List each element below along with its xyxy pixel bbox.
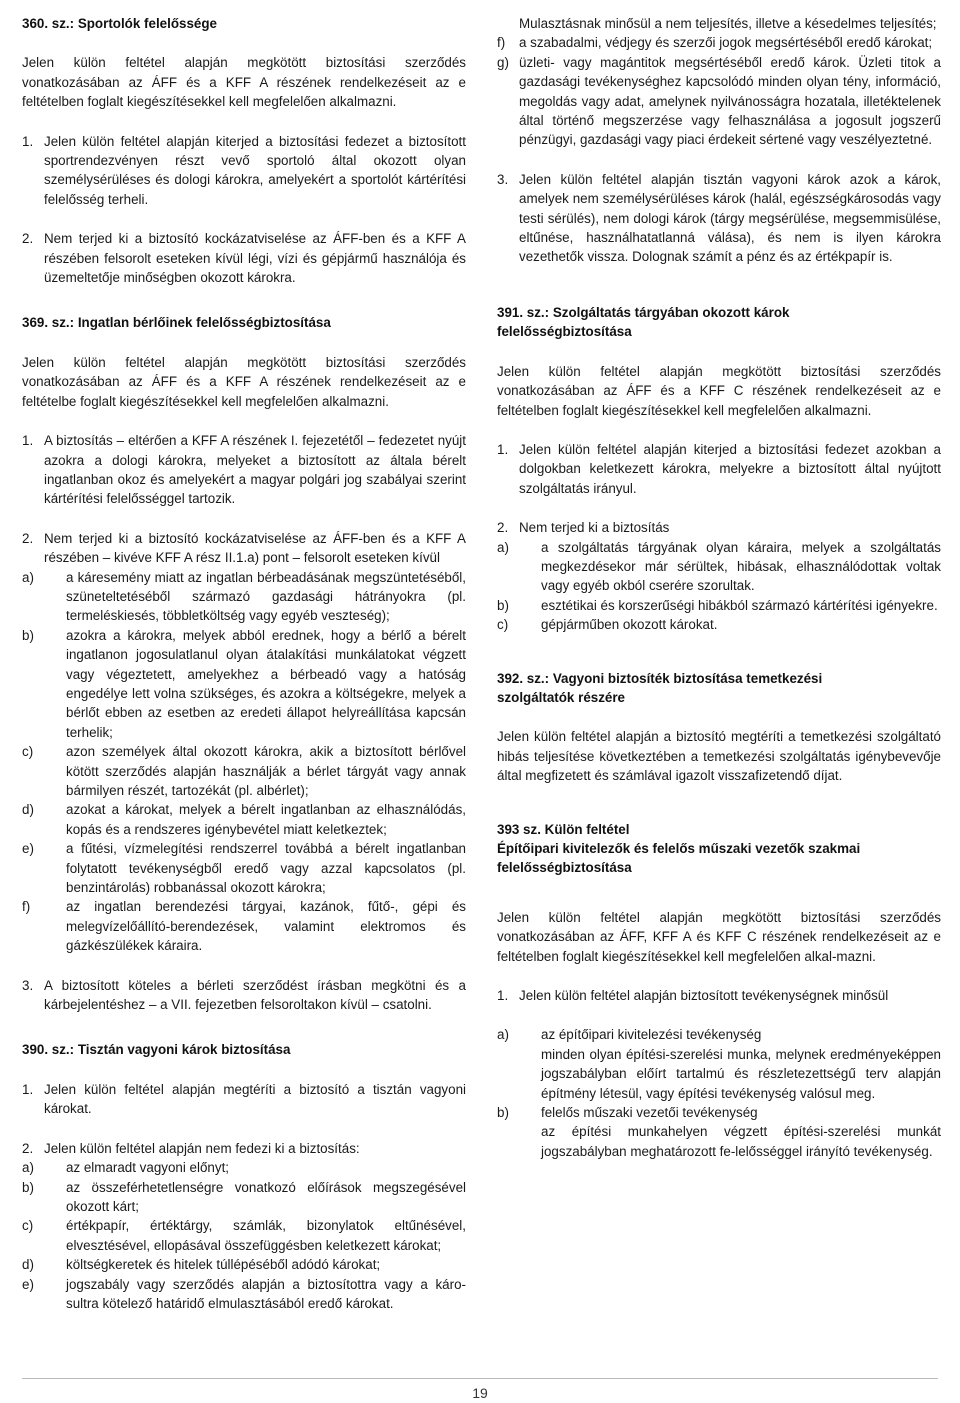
- page-number: 19: [472, 1385, 488, 1401]
- section-391-item-1: 1. Jelen külön feltétel alapján kiterjed a biztosítási fedezet azokban a dolgokban keletkezett károkra, melyekre a biztosított által nyújtott szolgáltatás irányul.: [497, 441, 941, 496]
- right-column: [497, 14, 941, 1161]
- section-393-sub-a-heading: az építőipari kivitelezési tevékenység: [541, 1027, 762, 1043]
- section-title-393-line1: 393 sz. Külön feltétel: [497, 821, 630, 837]
- section-390-sub-c: c) értékpapír, értéktárgy, számlák, bizonylatok eltűnésével, elvesztésével, ellopásával összefüggésben keletkezett károkat;: [22, 1218, 466, 1253]
- section-393-sub-a: a) az építőipari kivitelezési tevékenység minden olyan építési-szerelési munka, melynek eredményeképpen jogszabályban előírt tartalmú és részletezettségű terv alapján építmény létesül, vagy építési tevékenység valósul meg.: [497, 1027, 941, 1101]
- section-390-sub-e: e) jogszabály vagy szerződés alapján a biztosítottra vagy a káro-sultra kötelező határidő elmulasztásából eredő károkat.: [22, 1276, 466, 1311]
- section-title-393-line2: Építőipari kivitelezők és felelős műszaki vezetők szakmai: [497, 841, 861, 856]
- section-369-sub-b: b) azokra a károkra, melyek abból erednek, hogy a bérlő a bérelt ingatlanon jogosulatlanul olyan átalakítási munkálatokat végzett vagy végeztetett, amelyekhez a bérbeadó vagy a hatóság engedélye lett volna szükséges, és azokra a költségekre, melyek a bérlőt ebben az esetben az eredeti állapot helyreállítása kapcsán terhelik;: [22, 627, 466, 740]
- section-391-item-2: 2. Nem terjed ki a biztosítás: [497, 520, 670, 536]
- section-391-sub-a: a) a szolgáltatás tárgyának olyan káraira, melyek a szolgáltatás megkezdésekor már sérültek, hibásak, elhasználódottak voltak vagy egyéb okból cserére szorultak.: [497, 539, 941, 594]
- section-title-391-line2: felelősségbiztosítása: [497, 324, 632, 340]
- section-360-item-2: 2. Nem terjed ki a biztosító kockázatviselése az ÁFF-ben és a KFF A részében felsorolt eseteken kívül légi, vízi és gépjármű használója és üzemeltetője minőségben okozott károkra.: [22, 231, 466, 286]
- section-369-sub-c: c) azon személyek által okozott károkra, akik a biztosított bérlővel kötött szerződés alapján használják a bérlet tárgyát vagy annak bármilyen részét, tartozékát (pl. albérlet);: [22, 744, 466, 798]
- section-393-item-1: 1. Jelen külön feltétel alapján biztosított tevékenységnek minősül: [497, 988, 889, 1004]
- section-391-sub-b: b) esztétikai és korszerűségi hibákból származó kártérítési igényekre.: [497, 597, 938, 613]
- section-360-intro: Jelen külön feltétel alapján megkötött biztosítási szerződés vonatkozásában az ÁFF és a KFF A részének rendelkezéseit az e feltételben foglalt kiegészítésekkel kell megfelelően alkalmazni.: [22, 55, 466, 110]
- section-369-intro: Jelen külön feltétel alapján megkötött biztosítási szerződés vonatkozásában az ÁFF és a KFF A részének rendelkezéseit az e feltételbe foglalt kiegészítésekkel kell megfelelően alkalmazni.: [22, 354, 466, 409]
- section-392-text: Jelen külön feltétel alapján a biztosító megtéríti a temetkezési szolgáltató hibás teljesítése következtében a temetkezési szolgáltatás igénybevevője által megfizetett és számlával igazolt visszafizetendő díjat.: [497, 729, 941, 784]
- section-390-item-1: 1. Jelen külön feltétel alapján megtéríti a biztosító a tisztán vagyoni károkat.: [22, 1081, 466, 1117]
- section-390-item-3: 3. Jelen külön feltétel alapján tisztán vagyoni károk azok a károk, amelyek nem személysérüléses károk (halál, egészségkárosodás vagy testi sérülés), nem dologi károk (tárgy megsérülése, megsemmisülése, eltűnése, használhatatlanná válása), és nem is ilyen károkra vezethetők vissza. Dolognak számít a pénz és az értékpapír is.: [497, 171, 941, 265]
- section-390-sub-a: a) az elmaradt vagyoni előnyt;: [22, 1160, 230, 1176]
- section-390-sub-g: g) üzleti- vagy magántitok megsértéséből eredő károk. Üzleti titok a gazdasági tevékenységhez kapcsolódó minden olyan tény, információ, megoldás vagy adat, amelynek nyilvánosságra hozatala, illetéktelenek által történő megszerzése vagy felhasználása a jogosult jogszerű pénzügyi, gazdasági vagy piaci érdekeit sértené vagy veszélyeztetné.: [497, 54, 941, 148]
- section-393-sub-b: b) felelős műszaki vezetői tevékenység az építési munkahelyen végzett építési-szerelési munkát jogszabályban meghatározott fe-lelősséggel irányító tevékenység.: [497, 1105, 941, 1159]
- section-393-sub-b-heading: felelős műszaki vezetői tevékenység: [541, 1105, 758, 1121]
- section-390-continuation: Mulasztásnak minősül a nem teljesítés, illetve a késedelmes teljesítés;: [519, 16, 937, 31]
- section-title-360: 360. sz.: Sportolók felelőssége: [22, 16, 217, 31]
- section-title-369: 369. sz.: Ingatlan bérlőinek felelősségbiztosítása: [22, 315, 331, 331]
- section-393-sub-a-text: minden olyan építési-szerelési munka, melynek eredményeképpen jogszabályban előírt tartalmú és részletezettségű terv alapján építmény létesül, vagy építési tevékenység valósul meg.: [541, 1046, 941, 1101]
- section-390-sub-f: f) a szabadalmi, védjegy és szerzői jogok megsértéséből eredő károkat;: [497, 35, 933, 51]
- section-391-sub-c: c) gépjárműben okozott károkat.: [497, 617, 718, 633]
- section-369-sub-e: e) a fűtési, vízmelegítési rendszerrel továbbá a bérelt ingatlanban folytatott tevékenységből eredő vagy azzal kapcsolatos (pl. benzintárolás) robbanással okozott károkra;: [22, 841, 466, 896]
- section-393-sub-b-text: az építési munkahelyen végzett építési-szerelési munkát jogszabályban meghatározott fe-lelősséggel irányító tevékenység.: [541, 1124, 941, 1159]
- section-391-intro: Jelen külön feltétel alapján megkötött biztosítási szerződés vonatkozásában az ÁFF és a KFF C részének rendelkezéseit az e feltételben foglalt kiegészítésekkel kell megfelelően alkalmazni.: [497, 363, 941, 418]
- section-390-sub-b: b) az összeférhetetlenségre vonatkozó előírások megszegésével okozott kárt;: [22, 1179, 466, 1214]
- section-393-intro: Jelen külön feltétel alapján megkötött biztosítási szerződés vonatkozásában az ÁFF, KFF A és KFF C részének rendelkezéseit az e feltételben foglalt kiegészítésekkel kell megfelelően alkal-mazni.: [497, 909, 941, 964]
- section-369-sub-d: d) azokat a károkat, melyek a bérelt ingatlanban az elhasználódás, kopás és a rendszeres igénybevétel miatt keletkeztek;: [22, 802, 466, 837]
- section-369-item-3: 3. A biztosított köteles a bérleti szerződést írásban megkötni és a kárbejelentéshez – a VII. fejezetben felsoroltakon kívül – csatolni.: [22, 977, 466, 1013]
- section-369-sub-f: f) az ingatlan berendezési tárgyai, kazánok, fűtő-, gépi és melegvízelőállító-berendezések, valamint elektromos és gázkészülékek káraira.: [22, 899, 466, 954]
- left-column: [22, 14, 466, 1313]
- section-title-390: 390. sz.: Tisztán vagyoni károk biztosítása: [22, 1042, 291, 1058]
- section-360-item-1: 1. Jelen külön feltétel alapján kiterjed a biztosítási fedezet a biztosított sportrendezvényen részt vevő sportoló által okozott olyan személysérüléses és dologi károkra, amelyekért a sportolót kártérítési felelősség terheli.: [22, 133, 466, 207]
- section-369-item-2: 2. Nem terjed ki a biztosító kockázatviselése az ÁFF-ben és a KFF A részében – kivéve KFF A rész II.1.a) pont – felsorolt eseteken kívül: [22, 530, 466, 566]
- section-title-391-line1: 391. sz.: Szolgáltatás tárgyában okozott károk: [497, 304, 790, 320]
- section-369-sub-a: a) a káresemény miatt az ingatlan bérbeadásának megszüntetéséből, szüneteltetéséből származó gazdasági hátrányokra (pl. termeléskiesés, többletköltség vagy egyéb veszteség);: [22, 569, 466, 624]
- section-title-393-line3: felelősségbiztosítása: [497, 860, 632, 876]
- section-390-sub-d: d) költségkeretek és hitelek túllépéséből adódó károkat;: [22, 1257, 381, 1273]
- section-title-392-line2: szolgáltatók részére: [497, 689, 626, 705]
- footer-divider: [22, 1378, 938, 1379]
- section-390-item-2: 2. Jelen külön feltétel alapján nem fedezi ki a biztosítás:: [22, 1140, 360, 1156]
- section-title-392-line1: 392. sz.: Vagyoni biztosíték biztosítása temetkezési: [497, 670, 823, 686]
- section-369-item-1: 1. A biztosítás – eltérően a KFF A részének I. fejezetétől – fedezetet nyújt azokra a dologi károkra, melyeket a biztosított az általa bérelt ingatlanban okoz és amelyekért a magyar polgári jog szabályai szerint kártérítési felelősséggel tartozik.: [22, 433, 466, 507]
